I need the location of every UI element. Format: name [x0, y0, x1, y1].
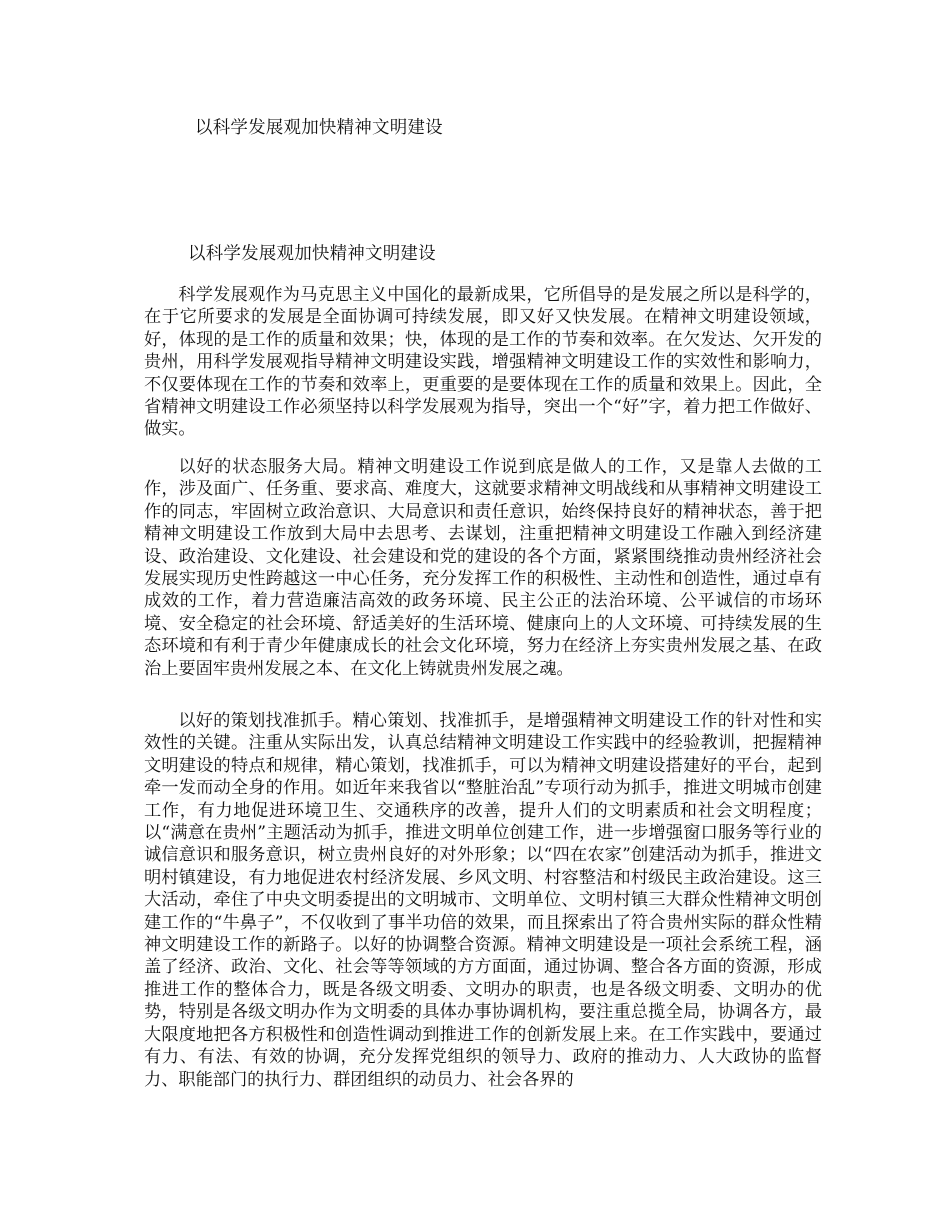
document-header-title: 以科学发展观加快精神文明建设: [195, 118, 443, 138]
paragraph-1-block: [144, 284, 822, 441]
document-title: 以科学发展观加快精神文明建设: [188, 244, 436, 264]
paragraph: 科学发展观作为马克思主义中国化的最新成果，它所倡导的是发展之所以是科学的，在于它所要求的发展是全面协调可持续发展，即又好又快发展。在精神文明建设领域，好，体现的是工作的质量和效果；快，体现的是工作的节奏和效率。在欠发达、欠开发的贵州，用科学发展观指导精神文明建设实践，增强精神文明建设工作的实效性和影响力，不仅要体现在工作的节奏和效率上，更重要的是要体现在工作的质量和效果上。因此，全省精神文明建设工作必须坚持以科学发展观为指导，突出一个“好”字，着力把工作做好、做实。: [144, 285, 822, 440]
paragraph: 以好的策划找准抓手。精心策划、找准抓手，是增强精神文明建设工作的针对性和实效性的关键。注重从实际出发，认真总结精神文明建设工作实践中的经验教训，把握精神文明建设的特点和规律，精心策划，找准抓手，可以为精神文明建设搭建好的平台，起到牵一发而动全身的作用。如近年来我省以“整脏治乱”专项行动为抓手，推进文明城市创建工作，有力地促进环境卫生、交通秩序的改善，提升人们的文明素质和社会文明程度；以“满意在贵州”主题活动为抓手，推进文明单位创建工作，进一步增强窗口服务等行业的诚信意识和服务意识，树立贵州良好的对外形象；以“四在农家”创建活动为抓手，推进文明村镇建设，有力地促进农村经济发展、乡风文明、村容整洁和村级民主政治建设。这三大活动，牵住了中央文明委提出的文明城市、文明单位、文明村镇三大群众性精神文明创建工作的“牛鼻子”，不仅收到了事半功倍的效果，而且探索出了符合贵州实际的群众性精神文明建设工作的新路子。以好的协调整合资源。精神文明建设是一项社会系统工程，涵盖了经济、政治、文化、社会等等领域的方方面面，通过协调、整合各方面的资源，形成推进工作的整体合力，既是各级文明委、文明办的职责，也是各级文明委、文明办的优势，特别是各级文明办作为文明委的具体办事协调机构，要注重总揽全局，协调各方，最大限度地把各方积极性和创造性调动到推进工作的创新发展上来。在工作实践中，要通过有力、有法、有效的协调，充分发挥党组织的领导力、政府的推动力、人大政协的监督力、职能部门的执行力、群团组织的动员力、社会各界的: [144, 711, 822, 1090]
paragraph-2-block: [144, 456, 822, 680]
paragraph: 以好的状态服务大局。精神文明建设工作说到底是做人的工作，又是靠人去做的工作，涉及面广、任务重、要求高、难度大，这就要求精神文明战线和从事精神文明建设工作的同志，牢固树立政治意识、大局意识和责任意识，始终保持良好的精神状态，善于把精神文明建设工作放到大局中去思考、去谋划，注重把精神文明建设工作融入到经济建设、政治建设、文化建设、社会建设和党的建设的各个方面，紧紧围绕推动贵州经济社会发展实现历史性跨越这一中心任务，充分发挥工作的积极性、主动性和创造性，通过卓有成效的工作，着力营造廉洁高效的政务环境、民主公正的法治环境、公平诚信的市场环境、安全稳定的社会环境、舒适美好的生活环境、健康向上的人文环境、可持续发展的生态环境和有利于青少年健康成长的社会文化环境，努力在经济上夯实贵州发展之基、在政治上要固牢贵州发展之本、在文化上铸就贵州发展之魂。: [144, 457, 822, 679]
paragraph-3-block: [144, 710, 822, 1091]
